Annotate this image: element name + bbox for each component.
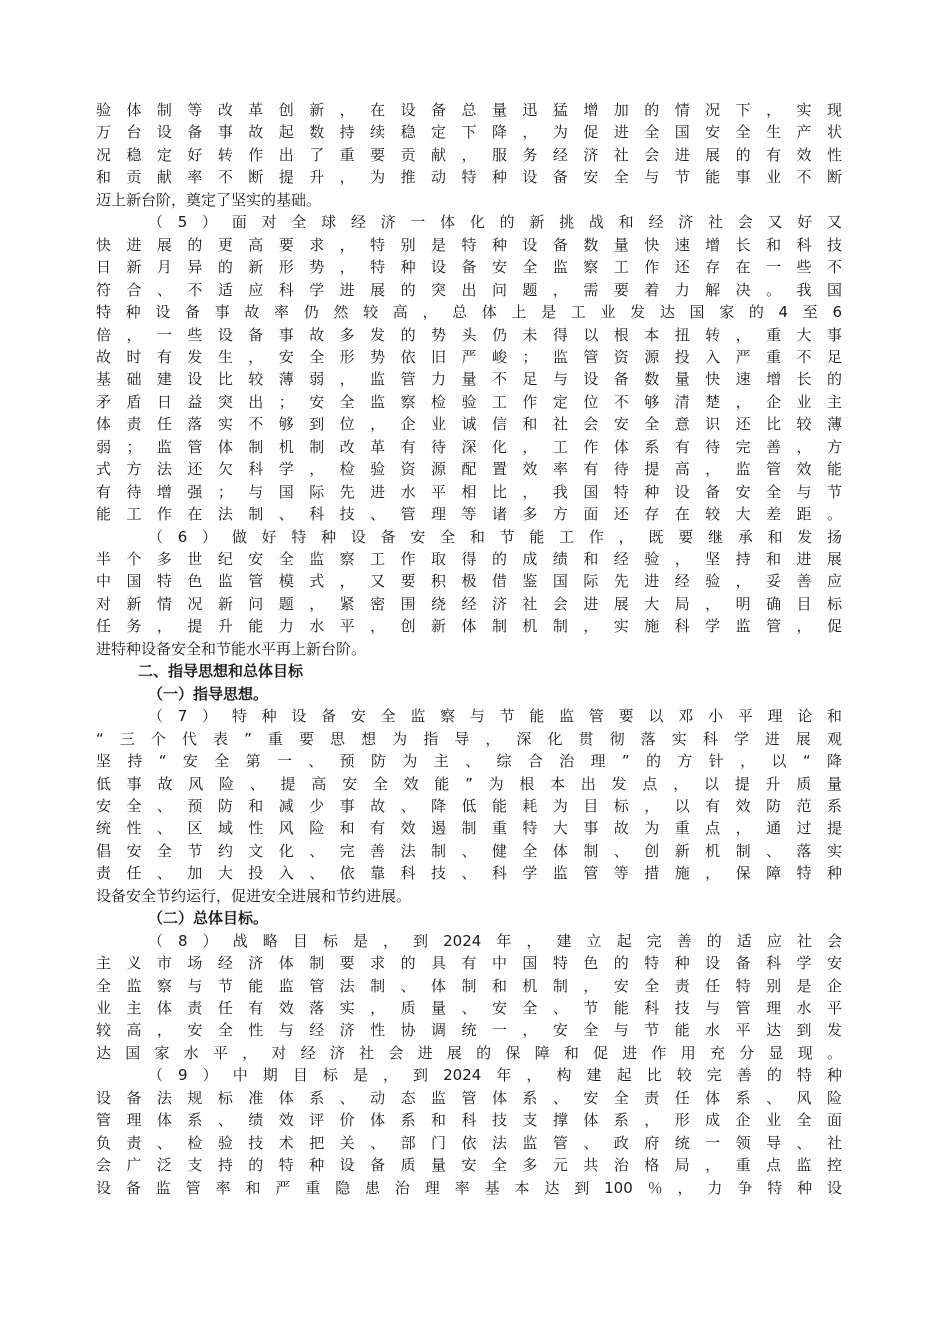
text-line: 况稳定好转作出了重要贡献，服务经济社会进展的有效性 <box>96 145 842 164</box>
text-line: 对新情况新问题，紧密围绕经济社会进展大局，明确目标 <box>96 594 842 613</box>
text-line: 和贡献率不断提升，为推动特种设备安全与节能事业不断 <box>96 168 842 187</box>
text-line: 管理体系、绩效评价体系和科技支撑体系，形成企业全面 <box>96 1111 842 1130</box>
text-line: 基础建设比较薄弱，监管力量不足与设备数量快速增长的 <box>96 370 842 389</box>
text-line: 体责任落实不够到位，企业诚信和社会安全意识还比较薄 <box>96 415 842 434</box>
text-line: 进特种设备安全和节能水平再上新台阶。 <box>96 639 367 658</box>
text-line: 有待增强；与国际先进水平相比，我国特种设备安全与节 <box>96 482 842 501</box>
text-line: 设备法规标准体系、动态监管体系、安全责任体系、风险 <box>96 1088 842 1107</box>
text-line: 能工作在法制、科技、管理等诸多方面还存在较大差距。 <box>96 505 842 524</box>
subsection-heading: （二）总体目标。 <box>148 909 269 928</box>
text-line: 设备监管率和严重隐患治理率基本达到100％，力争特种设 <box>96 1178 842 1197</box>
text-line: （7）特种设备安全监察与节能监管要以邓小平理论和 <box>148 707 842 726</box>
text-line: （5）面对全球经济一体化的新挑战和经济社会又好又 <box>148 213 842 232</box>
text-line: 主义市场经济体制要求的具有中国特色的特种设备科学安 <box>96 954 842 973</box>
text-line: 验体制等改革创新，在设备总量迅猛增加的情况下，实现 <box>96 101 842 119</box>
text-line: 业主体责任有效落实，质量、安全、节能科技与管理水平 <box>96 999 842 1017</box>
text-line: 会广泛支持的特种设备质量安全多元共治格局，重点监控 <box>96 1156 842 1175</box>
text-line: 安全、预防和减少事故、降低能耗为目标，以有效防范系 <box>96 796 842 815</box>
text-line: 倍，一些设备事故多发的势头仍未得以根本扭转，重大事 <box>96 325 842 344</box>
text-line: 统性、区域性风险和有效遏制重特大事故为重点，通过提 <box>96 819 842 838</box>
text-line: 负责、检验技术把关、部门依法监管、政府统一领导、社 <box>96 1133 842 1152</box>
text-line: 迈上新台阶，奠定了坚实的基础。 <box>96 190 322 209</box>
text-line: 设备安全节约运行，促进安全进展和节约进展。 <box>96 886 412 905</box>
text-line: （6）做好特种设备安全和节能工作，既要继承和发扬 <box>148 527 842 546</box>
text-line: 特种设备事故率仍然较高，总体上是工业发达国家的4至6 <box>96 303 842 322</box>
text-line: 倡安全节约文化、完善法制、健全体制、创新机制、落实 <box>96 841 842 860</box>
text-line: 全监察与节能监管法制、体制和机制，安全责任特别是企 <box>96 976 842 995</box>
text-line: 式方法还欠科学，检验资源配置效率有待提高，监管效能 <box>96 460 842 479</box>
text-line: 日新月异的新形势，特种设备安全监察工作还存在一些不 <box>96 258 842 277</box>
text-line: 快进展的更高要求，特别是特种设备数量快速增长和科技 <box>96 235 842 254</box>
text-line: 责任、加大投入、依靠科技、科学监管等措施，保障特种 <box>96 864 842 883</box>
section-heading: 二、指导思想和总体目标 <box>138 662 304 681</box>
text-line: 低事故风险、提高安全效能”为根本出发点，以提升质量 <box>96 774 842 793</box>
text-line: （8）战略目标是，到2024年，建立起完善的适应社会 <box>148 931 842 950</box>
text-line: 半个多世纪安全监察工作取得的成绩和经验，坚持和进展 <box>96 550 842 568</box>
text-line: 中国特色监管模式，又要积极借鉴国际先进经验，妥善应 <box>96 572 842 591</box>
text-line: 故时有发生，安全形势依旧严峻；监管资源投入严重不足 <box>96 347 842 366</box>
text-line: 较高，安全性与经济性协调统一，安全与节能水平达到发 <box>96 1021 842 1040</box>
text-line: 符合、不适应科学进展的突出问题，需要着力解决。我国 <box>96 280 842 299</box>
text-line: （9）中期目标是，到2024年，构建起比较完善的特种 <box>148 1066 842 1085</box>
text-line: 弱；监管体制机制改革有待深化，工作体系有待完善，方 <box>96 437 842 456</box>
text-line: 万台设备事故起数持续稳定下降，为促进全国安全生产状 <box>96 123 842 142</box>
text-line: 达国家水平，对经济社会进展的保障和促进作用充分显现。 <box>96 1043 842 1062</box>
text-line: 坚持“安全第一、预防为主、综合治理”的方针，以“降 <box>96 752 842 771</box>
text-line: 任务，提升能力水平，创新体制机制，实施科学监管，促 <box>96 617 842 636</box>
subsection-heading: （一）指导思想。 <box>148 684 269 703</box>
text-line: “三个代表”重要思想为指导，深化贯彻落实科学进展观 <box>96 729 842 748</box>
text-line: 矛盾日益突出；安全监察检验工作定位不够清楚，企业主 <box>96 392 842 411</box>
